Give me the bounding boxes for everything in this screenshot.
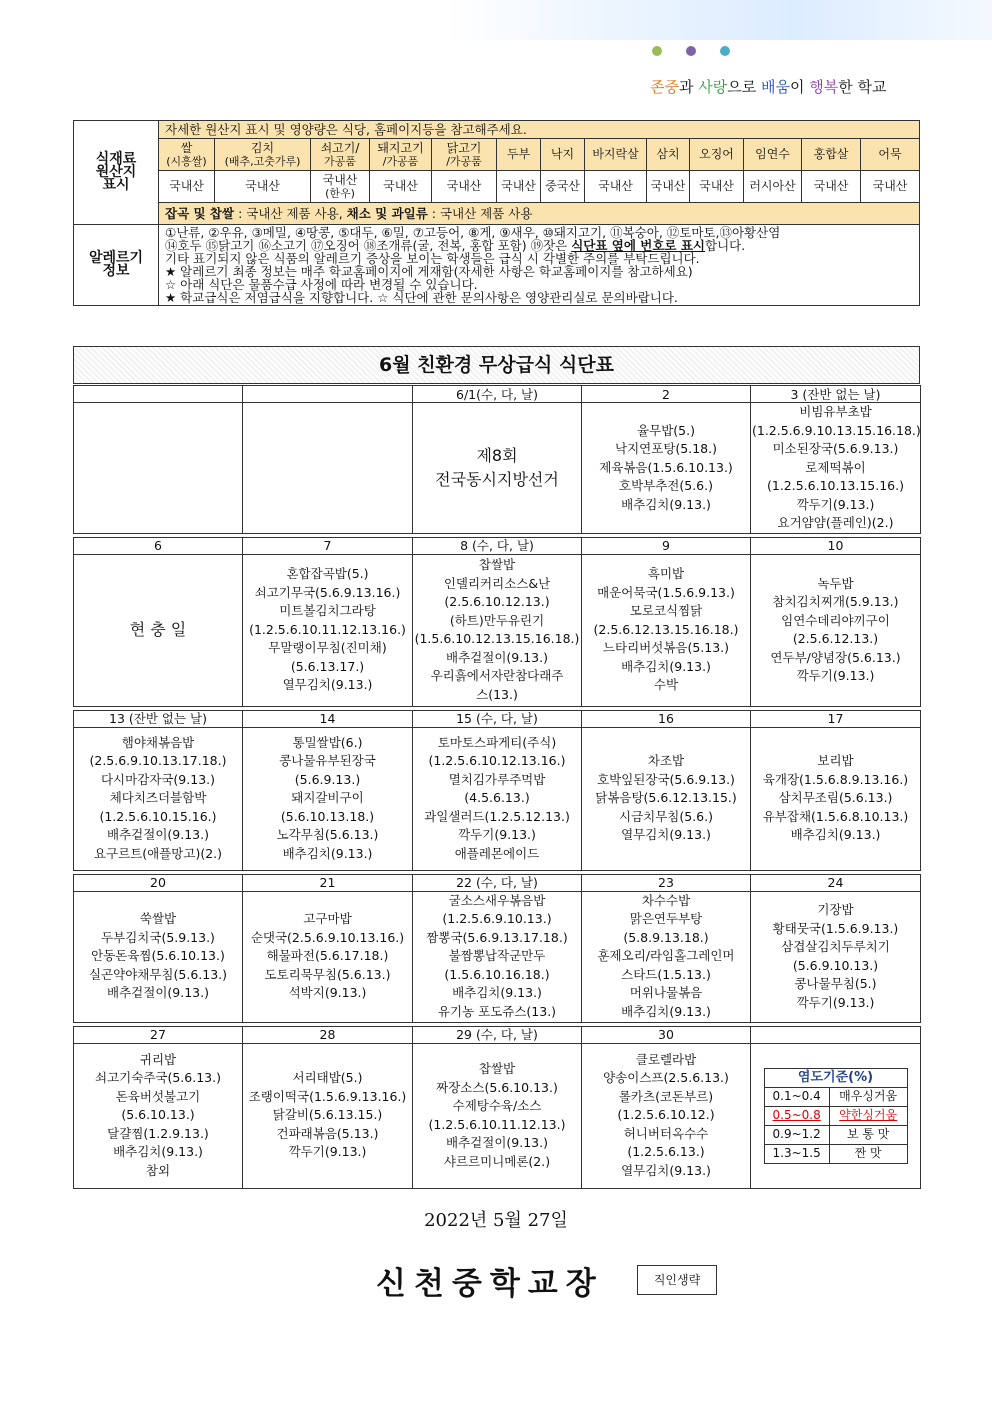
allergy-line: ★ 알레르기 최종 정보는 매주 학교홈페이지에 게재함(자세한 사항은 학교홈페이지를 참고하세요)	[165, 264, 693, 279]
menu-item: 조랭이떡국(1.5.6.9.13.16.)	[248, 1088, 407, 1104]
menu-item: 다시마감자국(9.13.)	[100, 771, 215, 787]
day-header: 8 (수, 다, 날)	[413, 537, 582, 554]
menu-item: 멸치김가루주먹밥	[448, 771, 546, 787]
menu-item: 열무김치(9.13.)	[282, 677, 373, 693]
item-sub: 가공품	[324, 154, 356, 168]
salt-standard-table	[764, 1068, 908, 1164]
menu-item: (1.5.6.10.12.13.15.16.18.)	[414, 631, 580, 646]
origin-item-value	[370, 171, 432, 203]
menu-item: 햄야채볶음밥	[121, 734, 195, 750]
menu-item: (2.5.6.9.10.13.17.18.)	[89, 753, 227, 769]
day-header: 24	[751, 874, 921, 891]
menu-item: 허니버터옥수수	[623, 1125, 709, 1141]
menu-cell	[243, 727, 413, 870]
menu-item: 우리흙에서자란참다래주	[430, 668, 564, 683]
menu-item: (1.2.5.6.10.13.15.16.)	[767, 478, 904, 493]
day-header: 22 (수, 다, 날)	[413, 874, 582, 891]
menu-item: 수제탕수육/소스	[452, 1098, 542, 1113]
menu-item: 건파래볶음(5.13.)	[276, 1125, 379, 1141]
menu-cell	[751, 403, 921, 534]
item-name: 닭고기	[446, 140, 482, 155]
menu-cell	[751, 1043, 921, 1188]
menu-item: 콩나물무침(5.)	[794, 976, 877, 991]
salt-cell: 0.5~0.8	[764, 1106, 829, 1125]
salt-cell: 매우싱거움	[829, 1087, 907, 1106]
allergy-emphasis: 식단표 옆에 번호로 표시	[571, 238, 705, 253]
menu-item: 찹쌀밥	[478, 557, 516, 572]
salt-cell: 0.1~0.4	[764, 1087, 829, 1106]
day-header: 14	[243, 710, 413, 727]
menu-item: 배추김치(9.13.)	[621, 496, 711, 512]
menu-item: 머위나물볶음	[629, 985, 703, 1001]
menu-item: 전국동시지방선거	[435, 469, 559, 489]
origin-item-value	[585, 171, 647, 203]
menu-item: 비빔유부초밥	[799, 404, 872, 419]
menu-cell	[413, 727, 582, 870]
salt-cell: 0.9~1.2	[764, 1125, 829, 1144]
menu-table	[73, 385, 921, 1189]
origin-item-name	[370, 139, 432, 171]
day-header: 29 (수, 다, 날)	[413, 1026, 582, 1043]
origin-item-name	[311, 139, 370, 171]
menu-item: (5.8.9.13.18.)	[623, 929, 709, 945]
menu-item: 불짬뽕납작군만두	[448, 948, 546, 964]
menu-item: 스(13.)	[476, 686, 518, 702]
menu-item: 닭갈비(5.6.13.15.)	[272, 1107, 383, 1123]
menu-cell	[413, 554, 582, 706]
menu-cell	[582, 403, 751, 534]
menu-item: 삼겹살김치두루치기	[781, 939, 890, 954]
menu-item: 모로코식찜닭	[629, 603, 703, 619]
item-origin: 국내산	[169, 179, 204, 193]
menu-item: 배추김치(9.13.)	[452, 985, 542, 1001]
menu-item: 배추김치(9.13.)	[621, 658, 711, 674]
menu-item: 녹두밥	[817, 575, 854, 591]
menu-item: (5.6.10.13.18.)	[280, 808, 375, 824]
menu-item: (1.2.5.6.10.12.)	[617, 1107, 715, 1123]
menu-item: 달걀찜(1.2.9.13.)	[107, 1125, 209, 1141]
menu-cell	[751, 727, 921, 870]
menu-item: 깍두기(9.13.)	[288, 1144, 367, 1160]
menu-item: 훈제오리/라임홀그레인머	[597, 948, 735, 964]
menu-item: 롤카츠(코돈부르)	[618, 1088, 714, 1104]
menu-cell	[243, 554, 413, 706]
footer-text: : 국내산 제품 사용,	[234, 206, 347, 221]
origin-item-value	[861, 171, 920, 203]
menu-item: 깍두기(9.13.)	[458, 827, 536, 843]
origin-item-name	[744, 139, 802, 171]
menu-cell	[582, 891, 751, 1022]
menu-item: 제육볶음(1.5.6.10.13.)	[599, 459, 733, 475]
item-origin: 국내산	[598, 179, 633, 193]
day-header: 28	[243, 1026, 413, 1043]
item-origin: 국내산	[650, 179, 686, 193]
menu-item: 쇠고기숙주국(5.6.13.)	[95, 1070, 221, 1086]
slogan-word: 배움	[760, 78, 790, 96]
slogan-word: 한 학교	[838, 78, 887, 96]
dot-blue	[720, 46, 730, 56]
menu-item: (2.5.6.12.13.15.16.18.)	[593, 621, 739, 637]
menu-item: (5.6.13.17.)	[290, 658, 365, 674]
day-header: 27	[74, 1026, 243, 1043]
origin-label: 식재료 원산지 표시	[74, 121, 159, 225]
item-name: 임연수	[755, 147, 790, 161]
day-header	[751, 1026, 921, 1043]
menu-item: 배추겉절이(9.13.)	[446, 1135, 548, 1150]
dot-purple	[686, 46, 696, 56]
origin-item-name	[802, 139, 861, 171]
origin-item-value	[541, 171, 585, 203]
menu-item: 고구마밥	[303, 911, 352, 927]
item-origin: 국내산	[446, 179, 482, 193]
menu-item: 유기농 포도쥬스(13.)	[437, 1003, 557, 1019]
menu-item: 돈육버섯불고기	[115, 1088, 201, 1104]
menu-item: 샤르르미니메론(2.)	[443, 1153, 551, 1169]
menu-item: 도토리묵무침(5.6.13.)	[264, 966, 391, 982]
menu-cell	[751, 554, 921, 706]
origin-item-value	[311, 171, 370, 203]
item-sub: (배추,고춧가루)	[224, 154, 301, 168]
menu-item: 호박부추전(5.6.)	[619, 478, 713, 493]
menu-item: 배추김치(9.13.)	[790, 827, 881, 843]
allergy-text: 합니다.	[705, 238, 746, 253]
menu-item: 혼합잡곡밥(5.)	[286, 566, 369, 582]
menu-item: (2.5.6.10.12.13.)	[444, 594, 550, 609]
menu-cell	[582, 1043, 751, 1188]
menu-item: (5.6.10.13.)	[121, 1107, 195, 1123]
day-header: 6/1(수, 다, 날)	[413, 386, 582, 403]
origin-item-name	[497, 139, 541, 171]
day-header: 20	[74, 874, 243, 891]
menu-item: 노각무침(5.6.13.)	[276, 827, 379, 843]
allergy-line: ①난류, ②우유, ③메밀, ④땅콩, ⑤대두, ⑥밀, ⑦고등어, ⑧게, ⑨새우, ⑩돼지고기, ⑪복숭아, ⑫토마토,⑬아황산염	[165, 225, 781, 240]
item-name: 두부	[506, 147, 531, 161]
menu-item: 배추김치(9.13.)	[621, 1003, 711, 1019]
menu-item: 수박	[653, 677, 679, 693]
salt-cell: 약한싱거움	[829, 1106, 907, 1125]
slogan-word: 존중	[650, 78, 679, 96]
menu-cell	[413, 403, 582, 534]
item-name: 오징어	[699, 147, 734, 161]
item-name: 바지락살	[592, 147, 639, 161]
menu-item: 배추겉절이(9.13.)	[107, 985, 209, 1001]
menu-item: 흑미밥	[647, 566, 685, 582]
menu-item: (1.2.5.6.9.10.13.)	[442, 911, 552, 927]
slogan-word: 행복	[809, 78, 839, 96]
menu-cell	[74, 727, 243, 870]
origin-item-name	[690, 139, 744, 171]
menu-item: 쇠고기무국(5.6.9.13.16.)	[254, 584, 401, 600]
origin-item-name	[861, 139, 920, 171]
dot-green	[652, 46, 662, 56]
menu-item: 깍두기(9.13.)	[796, 496, 875, 512]
menu-item: 배추김치(9.13.)	[113, 1144, 203, 1160]
menu-item: (1.2.5.6.10.11.12.13.)	[428, 1116, 566, 1132]
menu-item: 요구르트(애플망고)(2.)	[93, 845, 223, 861]
origin-item-name	[159, 139, 215, 171]
menu-item: 깍두기(9.13.)	[796, 668, 875, 683]
menu-item: 쑥쌀밥	[139, 911, 177, 927]
item-name: 쌀	[180, 140, 193, 155]
menu-item: (5.6.9.10.13.)	[792, 957, 879, 973]
allergy-line: 기타 표기되지 않은 식품의 알레르기 증상을 보이는 학생들은 급식 시 각별한 주의를 부탁드립니다.	[165, 251, 700, 266]
menu-item: (1.5.6.10.16.18.)	[444, 966, 550, 982]
menu-cell	[74, 1043, 243, 1188]
origin-item-value	[497, 171, 541, 203]
menu-item: 체다치즈더블함박	[109, 790, 207, 806]
menu-item: 맑은연두부탕	[629, 911, 703, 927]
menu-item: 애플레몬에이드	[454, 845, 540, 861]
menu-item: (1.2.5.6.9.10.13.15.16.18.)	[752, 422, 921, 438]
menu-item: 호박잎된장국(5.6.9.13.)	[597, 771, 735, 787]
menu-item: 과일샐러드(1.2.5.12.13.)	[424, 808, 570, 824]
day-header: 7	[243, 537, 413, 554]
item-origin: 국내산	[872, 179, 908, 193]
footer-bold: 채소 및 과일류	[346, 206, 428, 221]
issue-date: 2022년 5월 27일	[424, 1210, 568, 1231]
item-name: 낙지	[550, 147, 575, 161]
menu-cell	[413, 891, 582, 1022]
slogan-word: 과	[678, 78, 699, 96]
menu-item: 삼치무조림(5.6.13.)	[778, 790, 893, 806]
item-name: 쇠고기/	[320, 140, 360, 155]
menu-item: 보리밥	[817, 753, 854, 769]
day-header: 13 (잔반 없는 날)	[74, 710, 243, 727]
slogan-word: 으로	[727, 78, 761, 96]
menu-item: 연두부/양념장(5.6.13.)	[770, 649, 901, 665]
menu-item: 순댓국(2.5.6.9.10.13.16.)	[250, 929, 405, 945]
menu-item: 해물파전(5.6.17.18.)	[266, 948, 389, 964]
day-header: 6	[74, 537, 243, 554]
school-slogan	[650, 76, 886, 97]
menu-item: (5.6.9.13.)	[294, 771, 361, 787]
item-origin: 국내산	[322, 172, 358, 187]
menu-item: 찹쌀밥	[478, 1061, 516, 1076]
menu-item: 미소된장국(5.6.9.13.)	[772, 441, 899, 456]
menu-item: 통밀쌀밥(6.)	[292, 734, 363, 750]
item-origin: 러시아산	[749, 179, 796, 193]
item-name: 삼치	[656, 147, 680, 161]
menu-item: 콩나물유부된장국	[279, 753, 376, 769]
menu-item: 깍두기(9.13.)	[796, 994, 875, 1010]
menu-cell	[243, 891, 413, 1022]
header-decoration	[0, 0, 992, 40]
menu-item: 굴소스새우볶음밥	[448, 892, 546, 908]
day-header: 17	[751, 710, 921, 727]
origin-item-name	[585, 139, 647, 171]
menu-item: (1.2.5.6.10.11.12.13.16.)	[249, 621, 406, 637]
item-name: 어묵	[878, 147, 902, 161]
menu-item: 토마토스파게티(주식)	[437, 734, 557, 750]
menu-item: 돼지갈비구이	[291, 790, 364, 806]
origin-item-name	[215, 139, 311, 171]
item-origin: 국내산	[699, 179, 734, 193]
menu-item: 황태뭇국(1.5.6.9.13.)	[772, 920, 899, 936]
menu-cell	[582, 554, 751, 706]
origin-note: 자세한 원산지 표시 및 영양량은 식당, 홈페이지등을 참고해주세요.	[159, 121, 920, 139]
allergy-line: ☆ 아래 식단은 물품수급 사정에 따라 변경될 수 있습니다.	[165, 277, 478, 292]
menu-item: 유부잡채(1.5.6.8.10.13.)	[762, 808, 909, 824]
menu-item: 짬뽕국(5.6.9.13.17.18.)	[426, 929, 568, 945]
menu-item: 양송이스프(2.5.6.13.)	[603, 1070, 729, 1086]
menu-item: 스타드(1.5.13.)	[621, 966, 711, 982]
origin-item-value	[215, 171, 311, 203]
menu-cell	[74, 403, 243, 534]
item-origin: 국내산	[501, 179, 536, 193]
menu-cell	[74, 891, 243, 1022]
origin-allergy-table	[73, 120, 920, 306]
day-header	[243, 386, 413, 403]
menu-cell	[243, 1043, 413, 1188]
item-sub: /가공품	[446, 154, 482, 168]
day-header: 10	[751, 537, 921, 554]
menu-item: 기장밥	[817, 902, 854, 917]
origin-item-name	[432, 139, 497, 171]
menu-item: 차조밥	[647, 753, 685, 769]
menu-item: 참치김치찌개(5.9.13.)	[772, 594, 899, 609]
salt-cell: 짠 맛	[829, 1144, 907, 1163]
menu-item: (하트)만두유린기	[449, 612, 545, 628]
menu-cell	[243, 403, 413, 534]
slogan-word: 사랑	[698, 78, 728, 96]
menu-item: (4.5.6.13.)	[464, 790, 530, 806]
menu-item: 율무밥(5.)	[637, 422, 695, 438]
menu-item: 요거얌얌(플레인)(2.)	[777, 515, 894, 530]
menu-item: 열무김치(9.13.)	[621, 1162, 711, 1178]
menu-title: 6월 친환경 무상급식 식단표	[73, 346, 920, 384]
item-origin: 국내산	[813, 179, 849, 193]
menu-cell	[74, 554, 243, 706]
menu-item: (2.5.6.12.13.)	[792, 631, 879, 646]
origin-footer	[159, 203, 920, 225]
footer-text: : 국내산 제품 사용	[427, 206, 533, 221]
menu-item: 닭볶음탕(5.6.12.13.15.)	[595, 790, 737, 806]
menu-item: 참외	[145, 1162, 171, 1178]
menu-cell	[582, 727, 751, 870]
footer-bold: 잡곡 및 찹쌀	[165, 206, 235, 221]
item-origin: 국내산	[245, 179, 280, 193]
origin-item-value	[647, 171, 690, 203]
origin-item-value	[802, 171, 861, 203]
item-origin: 국내산	[383, 179, 418, 193]
menu-cell	[751, 891, 921, 1022]
salt-cell: 1.3~1.5	[764, 1144, 829, 1163]
menu-item: 안동돈육찜(5.6.10.13.)	[91, 948, 225, 964]
menu-item: 석박지(9.13.)	[288, 985, 367, 1001]
item-sub: /가공품	[382, 154, 419, 168]
menu-item: 낙지연포탕(5.18.)	[615, 441, 717, 456]
menu-cell	[413, 1043, 582, 1188]
menu-item: 느타리버섯볶음(5.13.)	[602, 640, 730, 656]
salt-cell: 보 통 맛	[829, 1125, 907, 1144]
menu-item: 인델리커리소스&난	[443, 575, 551, 591]
origin-item-value	[432, 171, 497, 203]
menu-item: 시금치무침(5.6.)	[619, 808, 713, 824]
menu-item: 임연수데리야끼구이	[781, 612, 890, 628]
allergy-line: ★ 학교급식은 저염급식을 지향합니다. ☆ 식단에 관한 문의사항은 영양관리실로 문의바랍니다.	[165, 290, 678, 305]
menu-item: (1.2.5.6.10.12.13.16.)	[428, 753, 566, 769]
item-origin-sub: (한우)	[325, 186, 355, 200]
menu-item: 두부김치국(5.9.13.)	[101, 929, 215, 945]
origin-item-name	[647, 139, 690, 171]
menu-item: 무말랭이무침(진미채)	[268, 640, 387, 656]
day-header: 23	[582, 874, 751, 891]
allergy-text: ⑭호두 ⑮닭고기 ⑯소고기 ⑰오징어 ⑱조개류(굴, 전복, 홍합 포함) ⑲잣은	[165, 238, 572, 253]
menu-item: 짜장소스(5.6.10.13.)	[436, 1079, 558, 1095]
menu-item: 실곤약야채무침(5.6.13.)	[88, 966, 227, 982]
day-header: 3 (잔반 없는 날)	[751, 386, 921, 403]
allergy-info	[159, 225, 920, 306]
item-origin: 중국산	[545, 179, 580, 193]
day-header	[74, 386, 243, 403]
item-name: 홍합살	[813, 147, 849, 161]
menu-item: 배추겉절이(9.13.)	[446, 649, 548, 665]
origin-item-value	[744, 171, 802, 203]
origin-item-value	[159, 171, 215, 203]
day-header: 21	[243, 874, 413, 891]
day-header: 16	[582, 710, 751, 727]
menu-item: 차수수밥	[641, 892, 691, 908]
menu-item: 미트볼김치그라탕	[279, 603, 376, 619]
menu-item: 귀리밥	[139, 1051, 177, 1067]
menu-item: (1.2.5.6.10.15.16.)	[99, 808, 217, 824]
allergy-label: 알레르기 정보	[74, 225, 159, 306]
principal-signature: 신천중학교장	[376, 1266, 604, 1302]
day-header: 2	[582, 386, 751, 403]
slogan-word: 이	[789, 78, 810, 96]
item-name: 돼지고기	[377, 140, 424, 155]
menu-item: 제8회	[476, 445, 518, 465]
menu-item: 육개장(1.5.6.8.9.13.16.)	[762, 771, 909, 787]
day-header: 15 (수, 다, 날)	[413, 710, 582, 727]
salt-title: 염도기준(%)	[764, 1068, 907, 1087]
item-name: 김치	[250, 140, 275, 155]
menu-item: (1.2.5.6.13.)	[627, 1144, 705, 1160]
menu-item: 매운어묵국(1.5.6.9.13.)	[597, 584, 735, 600]
day-header: 30	[582, 1026, 751, 1043]
menu-item: 열무김치(9.13.)	[621, 827, 711, 843]
item-sub: (시흥쌀)	[166, 154, 207, 168]
origin-item-value	[690, 171, 744, 203]
menu-item: 서리태밥(5.)	[292, 1070, 363, 1086]
day-header: 9	[582, 537, 751, 554]
menu-item: 현 충 일	[129, 620, 187, 639]
menu-item: 로제떡볶이	[805, 459, 866, 475]
menu-item: 배추김치(9.13.)	[282, 845, 373, 861]
menu-item: 배추겉절이(9.13.)	[107, 827, 209, 843]
menu-item: 클로렐라밥	[635, 1051, 697, 1067]
seal-omitted-box: 직인생략	[637, 1265, 717, 1295]
origin-item-name	[541, 139, 585, 171]
